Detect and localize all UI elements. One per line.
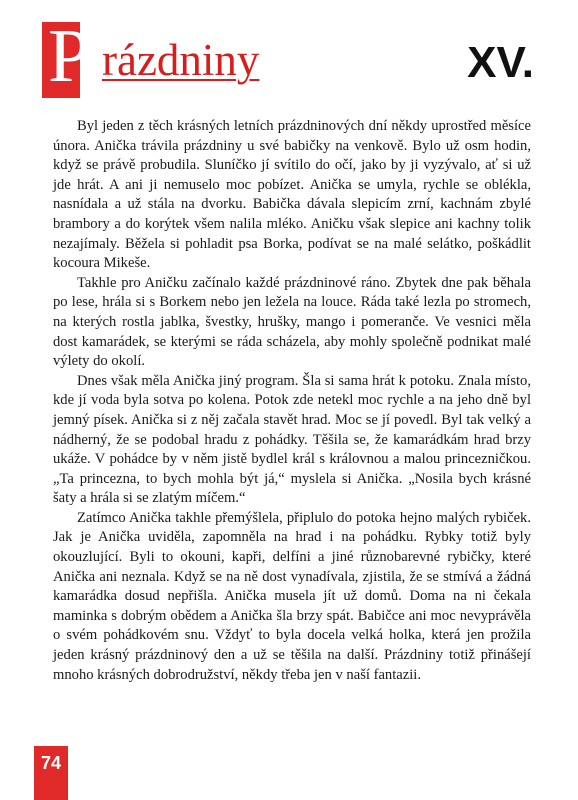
chapter-number: XV. — [467, 38, 534, 87]
paragraph: Takhle pro Aničku začínalo každé prázdninové ráno. Zbytek dne pak běhala po lese, hrála si s Borkem nebo jen ležela na louce. Ráda také lezla po stromech, na kterých rostla jablka, švestky, hrušky, mango i pomeranče. Ve vesnici měla dost kamarádek, se kterými se ráda scházela, aby mohly společně podnikat malé výlety do okolí. — [53, 274, 531, 370]
paragraph: Dnes však měla Anička jiný program. Šla si sama hrát k potoku. Znala místo, kde jí voda byla sotva po kolena. Potok zde netekl moc rychle a na jeho dně byl jemný písek. Anička si z něj začala stavět hrad. Moc se jí povedl. Byl tak velký a nádherný, že se podobal hradu z pohádky. Těšila se, že kamarádkám hrad brzy ukáže. V pohádce by v něm jistě bydlel král s královnou a malou princezničkou. „Ta princezna, to bych mohla být já,“ myslela si Anička. „Nosila bych krásné šaty a hrála si se zlatým míčem.“ — [53, 372, 531, 507]
paragraph: Byl jeden z těch krásných letních prázdninových dní někdy uprostřed měsíce února. Anička trávila prázdniny u své babičky na venkově. Bylo už osm hodin, když se právě probudila. Sluníčko jí svítilo do očí, jako by ji vyzývalo, ať si už jde hrát. A ani ji nemuselo moc pobízet. Anička se umyla, rychle se oblékla, nasnídala a už stála na dvorku. Babička dávala slepicím zrní, kachnám zbylé brambory a do korýtek všem nalila mléko. Aničku však slepice ani kachny tolik nezajímaly. Běžela si pohladit psa Borka, podívat se na malé selátko, poškádlit kocoura Mikeše. — [53, 118, 531, 272]
page-number: 74 — [34, 746, 68, 800]
chapter-title: rázdniny — [102, 35, 260, 85]
title-initial-letter: P — [48, 14, 91, 98]
chapter-header — [42, 14, 542, 102]
paragraph: Zatímco Anička takhle přemýšlela, připlulo do potoka hejno malých rybiček. Jak je Anička uviděla, zapomněla na hrad i na pohádku. Rybky totiž byly okouzlující. Byli to okouni, kapři, delfíni a jiné různobarevné rybičky, které Anička ani neznala. Když se na ně dost vynadívala, zjistila, že se stmívá a žádná kamarádka dosud nepřišla. Anička musela jít už domů. Doma na ni čekala maminka s dobrým obědem a Anička šla brzy spát. Babičce ani moc nevyprávěla o svém pohádkovém snu. Vždyť to byla docela velká holka, která jen prožila jeden krásný prázdninový den a už se těšila na další. Prázdniny totiž přinášejí mnoho krásných dobrodružství, někdy třeba jen v naší fantazii. — [53, 509, 531, 683]
story-text — [53, 117, 531, 685]
